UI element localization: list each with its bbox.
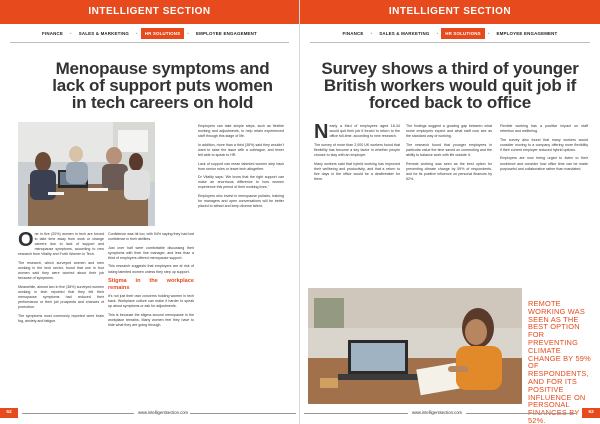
page-number: 52 xyxy=(0,408,18,418)
remote-worker-photo xyxy=(308,288,522,404)
right-page xyxy=(300,0,600,424)
nav-separator: • xyxy=(370,31,373,36)
drop-cap: N xyxy=(314,121,329,143)
nav-separator: • xyxy=(187,31,190,36)
article-column-3: Employers can take simple steps, such as flexible working and adjustments, to help retain experienced staff through this stage of life. In addition, more than a third (38%) said they wouldn't want to raise the issue with a colleague, and fewer felt able to speak to HR. Lack of support can mean talented women step back from senior roles or leave tech altogether. Dr Vitality says: 'We know that the right support can make an enormous difference to how women experience this period of their working lives.' Employers who invest in menopause policies, training for managers and open conversations will be better placed to attract and keep diverse talent. xyxy=(198,124,284,209)
nav-item-hr-solutions[interactable]: HR SOLUTIONS xyxy=(141,28,185,39)
drop-cap: O xyxy=(18,229,34,251)
section-header-bar: INTELLIGENT SECTION xyxy=(0,0,299,24)
header-rule xyxy=(10,42,289,43)
article-column-1: Nearly a third of employees aged 18-34 would quit their job if forced to return to the office full-time, according to new research. The survey of more than 2,000 UK workers found that flexibility has become a key factor in whether people choose to stay with an employer. Many workers said that hybrid working has improved their wellbeing and productivity, and that a return to five days in the office would be a dealbreaker for them. xyxy=(314,121,400,181)
nav-item-finance[interactable]: FINANCE xyxy=(42,31,63,36)
nav-item-finance[interactable]: FINANCE xyxy=(342,31,364,36)
footer-rule xyxy=(304,413,408,414)
section-nav xyxy=(300,28,600,39)
article-column-3: Flexible working has a positive impact on staff retention and wellbeing. The survey also found that many workers would consider moving to a company offering more flexibility if their current employer reduced hybrid options. Employers are now being urged to listen to their workforce and consider how office time can be made purposeful and collaborative rather than mandated. xyxy=(500,124,588,171)
nav-separator: • xyxy=(135,31,138,36)
nav-item-sales-marketing[interactable]: SALES & MARKETING xyxy=(78,31,129,36)
section-nav xyxy=(0,28,299,39)
article-column-1: One in five (20%) women in tech are forced to take time away from work or change careers due to lack of support and menopause symptoms, according to new research from Vitality and Forth Women in Tech. The research, which surveyed women and men working in the tech sector, found that one in four women said they were worried about their job because of symptoms. Meanwhile, almost two in five (38%) surveyed women working in tech reported that they felt their menopause symptoms had reduced their performance or their job prospects and chances of promotion. The symptoms most commonly reported were brain fog, anxiety and fatigue. xyxy=(18,229,104,323)
footer-rule xyxy=(190,413,296,414)
nav-item-sales-marketing[interactable]: SALES & MARKETING xyxy=(379,31,430,36)
page-footer xyxy=(300,408,600,418)
nav-item-hr-solutions[interactable]: HR SOLUTIONS xyxy=(441,28,485,39)
nav-separator: • xyxy=(487,31,490,36)
footer-rule xyxy=(22,413,134,414)
footer-url[interactable]: www.intelligentsection.com xyxy=(412,410,463,415)
nav-item-employee-engagement[interactable]: EMPLOYEE ENGAGEMENT xyxy=(496,31,558,36)
article-headline: Menopause symptoms and lack of support puts women in tech careers on hold xyxy=(52,59,273,112)
nav-separator: • xyxy=(436,31,439,36)
pull-quote: REMOTE WORKING WAS SEEN AS THE BEST OPTION FOR PREVENTING CLIMATE CHANGE BY 59% OF RESPONDENTS, AND FOR ITS POSITIVE INFLUENCE ON PERSONAL FINANCES BY 52%. xyxy=(528,299,591,424)
subheading: Stigma in the workplace remains xyxy=(108,278,194,291)
section-header-bar: INTELLIGENT SECTION xyxy=(300,0,600,24)
footer-url[interactable]: www.intelligentsection.com xyxy=(138,410,189,415)
article-column-2: Confidence was hit too, with 54% saying they had lost confidence in their abilities. Just over half were comfortable discussing their symptoms with their line manager, and less than a third of employers offered menopause support. This research suggests that employers are at risk of losing talented women unless they step up support. Stigma in the workplace remains It's not just their own concerns holding women in tech back. Workplace culture can make it harder to speak up about symptoms or ask for adjustments. This is because the stigma around menopause in the workplace remains. Many women feel they have to hide what they are going through. xyxy=(108,232,194,327)
page-footer xyxy=(0,408,299,418)
article-column-2: The findings suggest a growing gap between what some employers expect and what staff now see as the standard way of working. The research found that younger employees in particular value the time saved on commuting and the ability to balance work with life outside it. Remote working was seen as the best option for preventing climate change by 59% of respondents, and for its positive influence on personal finances by 52%. xyxy=(406,124,492,181)
header-rule xyxy=(310,42,590,43)
page-number: 53 xyxy=(582,408,600,418)
footer-rule xyxy=(466,413,576,414)
article-headline: Survey shows a third of younger British workers would quit job if forced back to office xyxy=(321,59,579,112)
nav-item-employee-engagement[interactable]: EMPLOYEE ENGAGEMENT xyxy=(196,31,257,36)
office-meeting-photo xyxy=(18,122,155,226)
nav-separator: • xyxy=(69,31,72,36)
